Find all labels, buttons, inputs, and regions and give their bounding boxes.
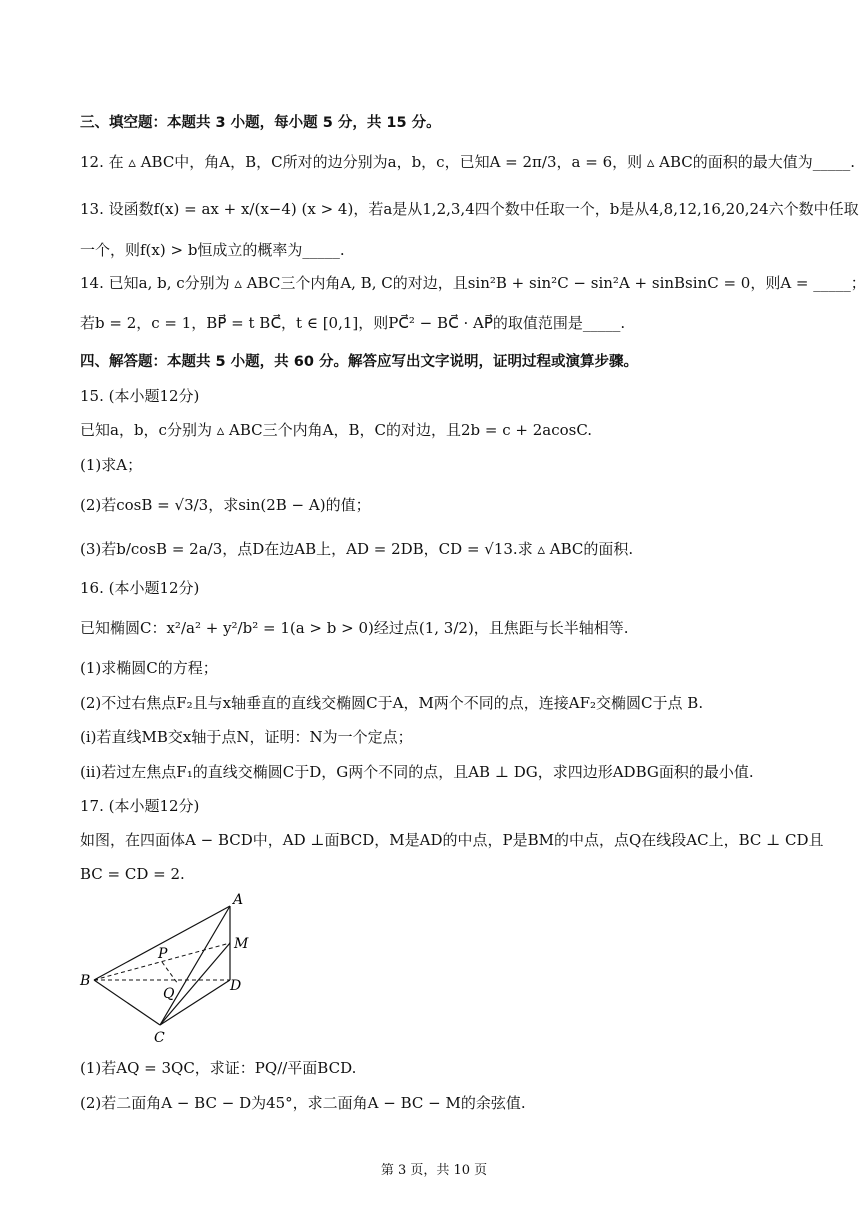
question-12: 12. 在 ▵ ABC中，角A，B，C所对的边分别为a，b，c，已知A = 2π/3，a = 6，则 ▵ ABC的面积的最大值为_____.: [80, 153, 856, 171]
label-a: A: [233, 892, 244, 908]
tetrahedron-figure: [78, 888, 268, 1052]
question-13-line1: 13. 设函数f(x) = ax + x/(x−4) (x > 4)，若a是从1,2,3,4四个数中任取一个，b是从4,8,12,16,20,24六个数中任取: [80, 200, 859, 218]
question-13-line2: 一个，则f(x) > b恒成立的概率为_____.: [80, 241, 345, 259]
question-17-part1: (1)若AQ = 3QC，求证：PQ//平面BCD.: [80, 1059, 357, 1077]
edge-ba: [94, 906, 230, 980]
edge-bc: [94, 980, 160, 1025]
question-17-heading: 17. (本小题12分): [80, 797, 200, 815]
question-15-part2: (2)若cosB = √3/3，求sin(2B − A)的值；: [80, 496, 371, 514]
question-17-stem-line2: BC = CD = 2.: [80, 865, 185, 883]
question-17-part2: (2)若二面角A − BC − D为45°，求二面角A − BC − M的余弦值.: [80, 1094, 526, 1112]
label-p: P: [158, 946, 168, 962]
question-15-stem: 已知a，b，c分别为 ▵ ABC三个内角A，B，C的对边，且2b = c + 2acosC.: [80, 421, 593, 439]
question-16-stem: 已知椭圆C：x²/a² + y²/b² = 1(a > b > 0)经过点(1, 3/2)，且焦距与长半轴相等.: [80, 619, 629, 637]
question-16-part-ii: (ii)若过左焦点F₁的直线交椭圆C于D，G两个不同的点，且AB ⊥ DG，求四边形ADBG面积的最小值.: [80, 763, 754, 781]
label-d: D: [230, 978, 242, 994]
label-q: Q: [163, 986, 175, 1002]
question-16-part2: (2)不过右焦点F₂且与x轴垂直的直线交椭圆C于A，M两个不同的点，连接AF₂交椭圆C于点 B.: [80, 694, 704, 712]
question-16-heading: 16. (本小题12分): [80, 579, 200, 597]
label-m: M: [234, 936, 249, 952]
question-16-part1: (1)求椭圆C的方程；: [80, 659, 218, 677]
question-16-part-i: (i)若直线MB交x轴于点N，证明：N为一个定点；: [80, 728, 413, 746]
question-15-part1: (1)求A；: [80, 456, 143, 474]
question-14-line1: 14. 已知a, b, c分别为 ▵ ABC三个内角A, B, C的对边，且sin²B + sin²C − sin²A + sinBsinC = 0，则A = _____；: [80, 274, 866, 292]
segment-pq-hidden: [162, 962, 178, 984]
label-b: B: [80, 973, 91, 989]
question-17-stem-line1: 如图，在四面体A − BCD中，AD ⊥面BCD，M是AD的中点，P是BM的中点，点Q在线段AC上，BC ⊥ CD且: [80, 831, 824, 849]
label-c: C: [154, 1030, 165, 1046]
section-solve-header: 四、解答题：本题共 5 小题，共 60 分。解答应写出文字说明，证明过程或演算步骤。: [80, 354, 638, 370]
question-14-line2: 若b = 2，c = 1，BP⃗ = t BC⃗，t ∈ [0,1]，则PC⃗² − BC⃗ · AP⃗的取值范围是_____.: [80, 314, 626, 332]
edge-cm: [160, 943, 230, 1025]
question-15-part3: (3)若b/cosB = 2a/3，点D在边AB上，AD = 2DB，CD = √13.求 ▵ ABC的面积.: [80, 540, 634, 558]
question-15-heading: 15. (本小题12分): [80, 387, 200, 405]
edge-ca: [160, 906, 230, 1025]
page-footer: 第 3 页，共 10 页: [380, 1163, 488, 1178]
section-fill-header: 三、填空题：本题共 3 小题，每小题 5 分，共 15 分。: [80, 115, 441, 131]
